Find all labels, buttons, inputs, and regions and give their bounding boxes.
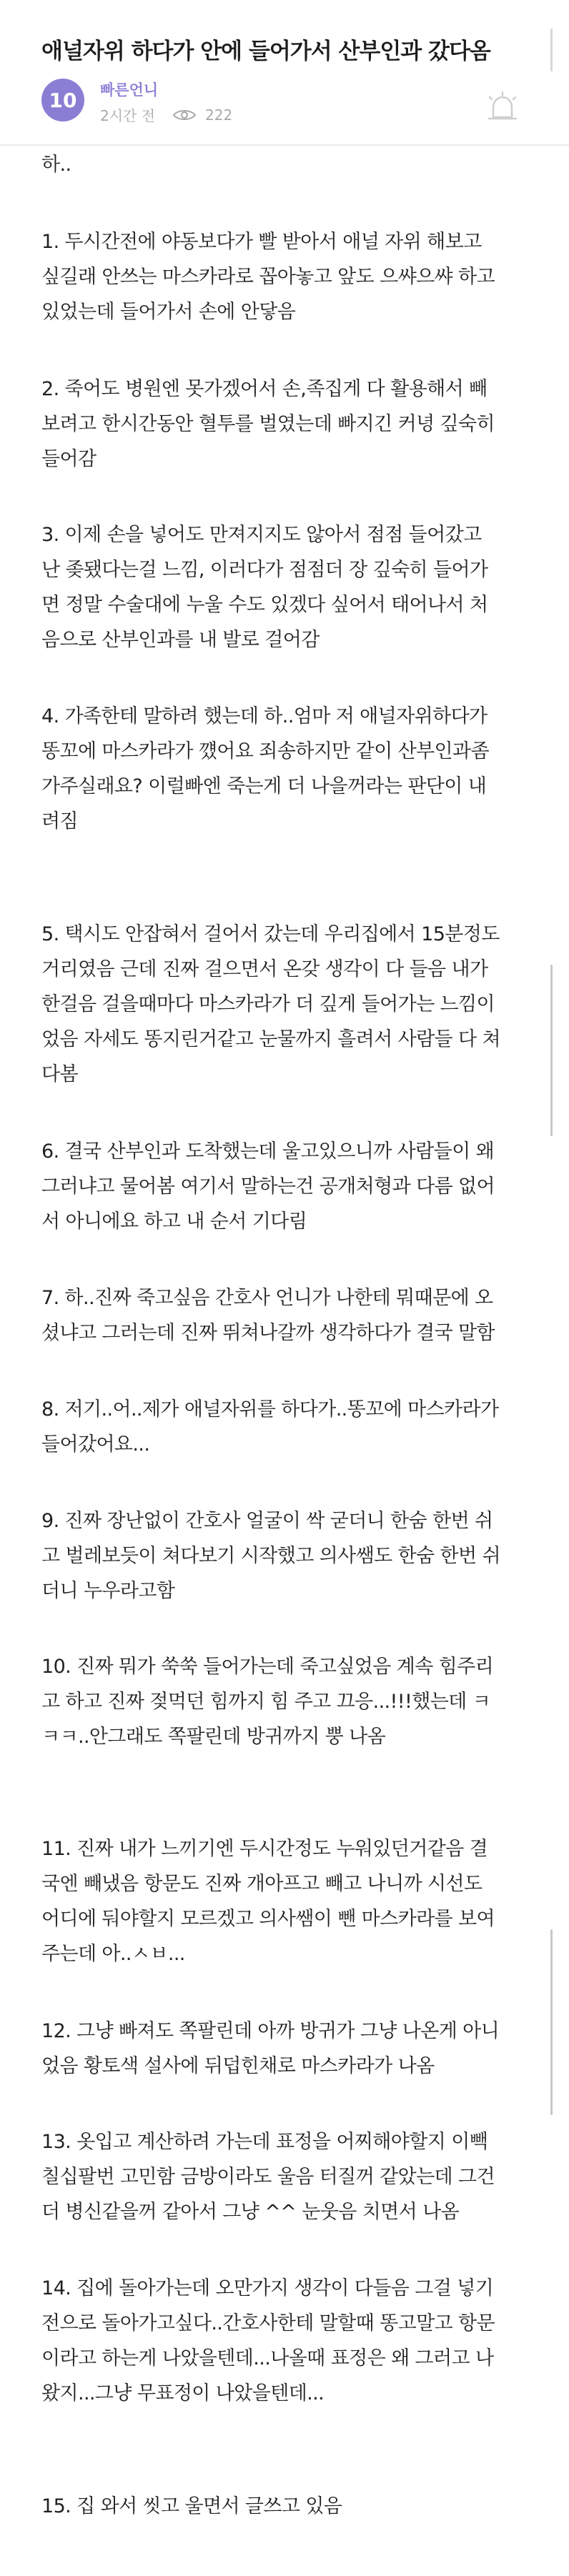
post-time: 2시간 전 — [100, 107, 156, 124]
scrollbar-thumb[interactable] — [550, 965, 553, 1136]
author-name[interactable]: 빠른언니 — [100, 81, 159, 99]
eye-icon — [172, 109, 197, 121]
post-paragraph: 1. 두시간전에 야동보다가 빨 받아서 애널 자위 해보고 싶길래 안쓰는 마스카라로 꼽아놓고 앞도 으쌰으쌰 하고 있었는데 들어가서 손에 안닿음 — [41, 231, 495, 323]
post-paragraph: 11. 진짜 내가 느끼기엔 두시간정도 누워있던거같음 결 국엔 빼냈음 항문도 진짜 개아프고 빼고 나니까 시선도 어디에 둬야할지 모르겠고 의사쌤이 뺀 마스카라를 보여 주는데 아..ㅅㅂ... — [41, 1838, 495, 1965]
post-paragraph: 8. 저기..어..제가 애널자위를 하다가..똥꼬에 마스카라가 들어갔어요... — [41, 1398, 499, 1456]
view-count: 222 — [205, 106, 233, 124]
post-header — [0, 0, 569, 146]
post-paragraph: 10. 진짜 뭐가 쑥쑥 들어가는데 죽고싶었음 계속 힘주리 고 하고 진짜 젖먹던 힘까지 힘 주고 끄응...!!!했는데 ㅋ ㅋㅋ..안그래도 쪽팔린데 방귀까지 뿡 나옴 — [41, 1656, 494, 1748]
post-paragraph: 14. 집에 돌아가는데 오만가지 생각이 다들음 그걸 넣기 전으로 돌아가고싶다..간호사한테 말할때 똥고말고 항문 이라고 하는게 나았을텐데...나올때 표정은 왜 그러고 나 왔지...그냥 무표정이 나았을텐데... — [41, 2277, 495, 2405]
post-body-intro: 하.. — [41, 154, 71, 176]
title-scrollbar[interactable] — [550, 29, 553, 71]
scrollbar-thumb[interactable] — [550, 1929, 553, 2115]
post-paragraph: 9. 진짜 장난없이 간호사 얼굴이 싹 굳더니 한숨 한번 쉬 고 벌레보듯이 쳐다보기 시작했고 의사쌤도 한숨 한번 쉬 더니 누우라고함 — [41, 1510, 500, 1602]
post-paragraph: 15. 집 와서 씻고 울면서 글쓰고 있음 — [41, 2495, 342, 2517]
alarm-siren-icon[interactable] — [486, 91, 519, 123]
post-paragraph: 13. 옷입고 계산하려 가는데 표정을 어찌해야할지 이빽 칠십팔번 고민함 금방이라도 울음 터질꺼 같았는데 그건 더 병신같을꺼 같아서 그냥 ^^ 눈웃음 치면서 나옴 — [41, 2131, 495, 2223]
post-paragraph: 7. 하..진짜 죽고싶음 간호사 언니가 나한테 뭐때문에 오 셨냐고 그러는데 진짜 뛰쳐나갈까 생각하다가 결국 말함 — [41, 1287, 495, 1344]
post-title: 애널자위 하다가 안에 들어가서 산부인과 갔다옴 — [41, 39, 490, 64]
post-paragraph: 5. 택시도 안잡혀서 걸어서 갔는데 우리집에서 15분정도 거리였음 근데 진짜 걸으면서 온갖 생각이 다 들음 내가 한걸음 걸을때마다 마스카라가 더 깊게 들어가는 느낌이 었음 자세도 똥지린거같고 눈물까지 흘려서 사람들 다 쳐 다봄 — [41, 923, 500, 1085]
post-paragraph: 6. 결국 산부인과 도착했는데 울고있으니까 사람들이 왜 그러냐고 물어봄 여기서 말하는건 공개처형과 다름 없어 서 아니에요 하고 내 순서 기다림 — [41, 1140, 495, 1233]
header-divider — [0, 144, 569, 146]
post-meta — [100, 104, 232, 125]
post-paragraph: 3. 이제 손을 넣어도 만져지지도 않아서 점점 들어갔고 난 좆됐다는걸 느낌, 이러다가 점점더 장 깊숙히 들어가 면 정말 수술대에 누울 수도 있겠다 싶어서 태어나서 처 음으로 산부인과를 내 발로 걸어감 — [41, 524, 488, 651]
author-level-badge[interactable]: 10 — [41, 79, 84, 121]
post-paragraph: 12. 그냥 빠져도 쪽팔린데 아까 방귀가 그냥 나온게 아니 었음 황토색 설사에 뒤덥힌채로 마스카라가 나옴 — [41, 2020, 500, 2077]
post-paragraph: 2. 죽어도 병원엔 못가겠어서 손,족집게 다 활용해서 빼 보려고 한시간동안 혈투를 벌였는데 빠지긴 커녕 깊숙히 들어감 — [41, 378, 495, 470]
post-paragraph: 4. 가족한테 말하려 했는데 하..엄마 저 애널자위하다가 똥꼬에 마스카라가 꺴어요 죄송하지만 같이 산부인과좀 가주실래요? 이럴빠엔 죽는게 더 나을꺼라는 판단이 내 려짐 — [41, 705, 489, 832]
